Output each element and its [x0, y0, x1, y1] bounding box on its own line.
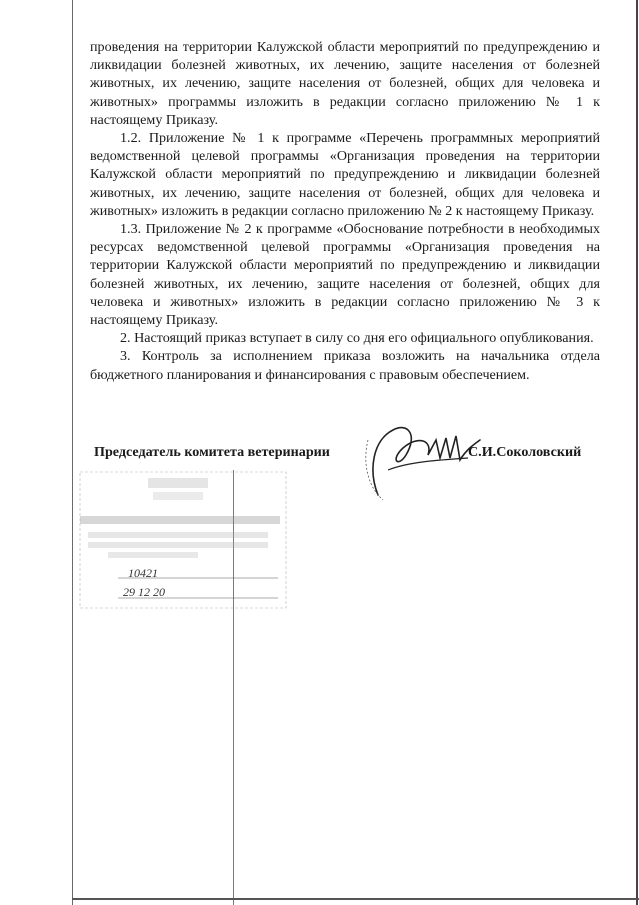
scan-edge-left: [72, 0, 73, 905]
document-body: [90, 38, 600, 384]
signatory-title: Председатель комитета ветеринарии: [94, 444, 330, 460]
scan-edge-bottom: [72, 898, 639, 900]
paragraph-continuation: проведения на территории Калужской области мероприятий по предупреждению и ликвидации болезней животных, их лечению, защите населения от болезней животных, их лечению, защите населения от болезней, общих для человека и животных» программы изложить в редакции согласно приложению № 1 к настоящему Приказу.: [90, 39, 600, 128]
signature-block: [76, 444, 616, 468]
paragraph-1-2: 1.2. Приложение № 1 к программе «Перечень программных мероприятий ведомственной целевой программы «Организация проведения на территории Калужской области мероприятий по предупреждению и ликвидации болезней животных, их лечению, защите населения от болезней, общих для человека и животных» изложить в редакции согласно приложению № 2 к настоящему Приказу.: [90, 130, 600, 219]
paragraph-2: 2. Настоящий приказ вступает в силу со дня его официального опубликования.: [120, 330, 594, 347]
signatory-name: С.И.Соколовский: [468, 444, 582, 460]
scan-edge-right: [636, 0, 638, 905]
paragraph-3: 3. Контроль за исполнением приказа возложить на начальника отдела бюджетного планирования и финансирования с правовым обеспечением.: [90, 348, 600, 383]
stamp-registration-number: 10421: [128, 566, 158, 580]
stamp-date: 29 12 20: [123, 585, 165, 599]
registration-stamp: [78, 470, 288, 610]
paragraph-1-3: 1.3. Приложение № 2 к программе «Обоснование потребности в необходимых ресурсах ведомственной целевой программы «Организация проведения на территории Калужской области мероприятий по предупреждению и ликвидации болезней животных, их лечению, защите населения от болезней, общих для человека и животных» изложить в редакции согласно приложению № 3 к настоящему Приказу.: [90, 221, 600, 329]
